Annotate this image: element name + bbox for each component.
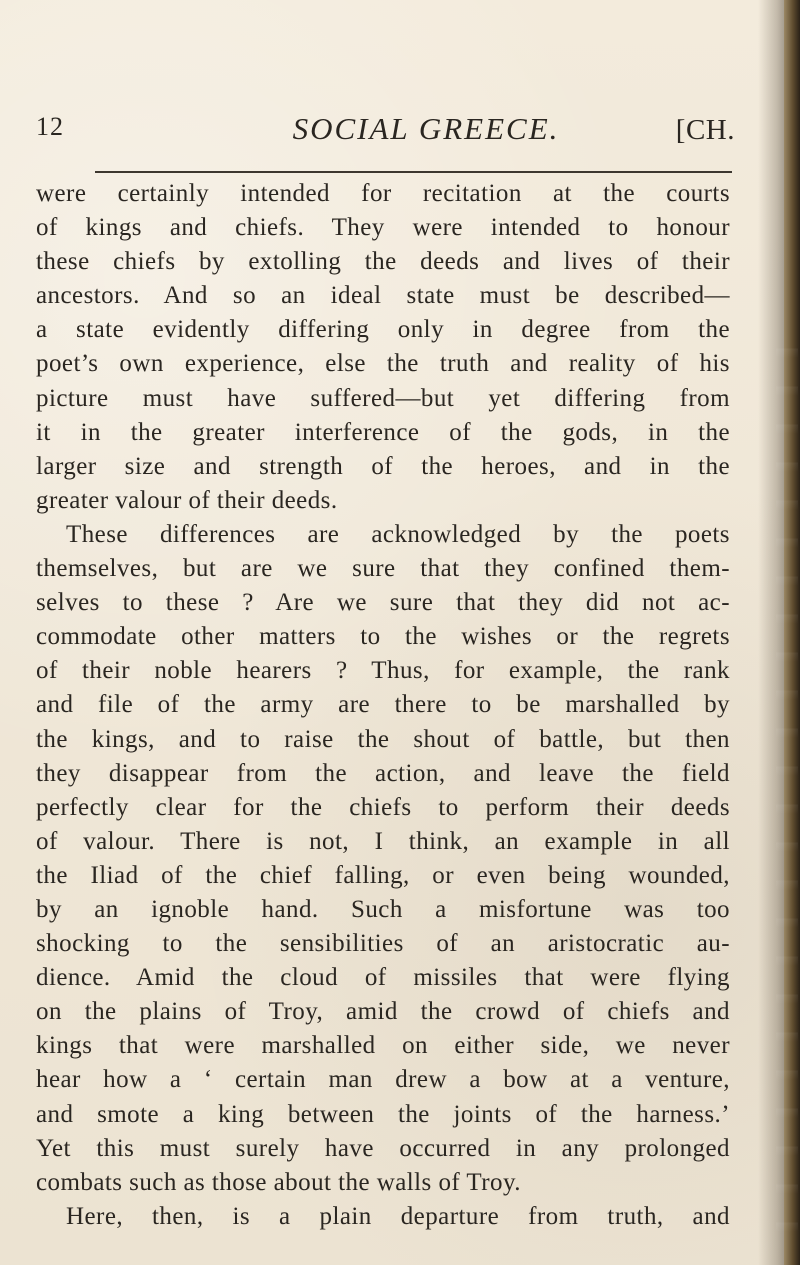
text-line: themselves, but are we sure that they confined them- bbox=[36, 555, 730, 583]
text-line: by an ignoble hand. Such a misfortune was too bbox=[36, 895, 730, 923]
text-line: picture must have suffered—but yet differing from bbox=[36, 384, 730, 412]
text-line: these chiefs by extolling the deeds and lives of their bbox=[36, 248, 730, 276]
text-line: hear how a ‘ certain man drew a bow at a venture, bbox=[36, 1066, 730, 1094]
header-rule bbox=[95, 171, 732, 173]
text-line: Yet this must surely have occurred in any prolonged bbox=[36, 1134, 730, 1162]
text-line: the kings, and to raise the shout of battle, but then bbox=[36, 725, 730, 753]
text-line: kings that were marshalled on either side, we never bbox=[36, 1032, 730, 1060]
text-line: a state evidently differing only in degree from the bbox=[36, 316, 730, 344]
text-line: Here, then, is a plain departure from truth, and bbox=[66, 1202, 730, 1230]
text-line: and smote a king between the joints of the harness.’ bbox=[36, 1100, 730, 1128]
page-number: 12 bbox=[36, 112, 64, 141]
text-line: larger size and strength of the heroes, and in the bbox=[36, 452, 730, 480]
page-header bbox=[36, 112, 766, 152]
page-edge-texture bbox=[776, 320, 798, 1260]
body-text bbox=[36, 177, 730, 1234]
text-line: they disappear from the action, and leave the field bbox=[36, 759, 730, 787]
text-line: on the plains of Troy, amid the crowd of chiefs and bbox=[36, 998, 730, 1026]
text-line: commodate other matters to the wishes or the regrets bbox=[36, 623, 730, 651]
text-line: perfectly clear for the chiefs to perform their deeds bbox=[36, 793, 730, 821]
chapter-mark: [CH. bbox=[675, 114, 735, 146]
text-line: of valour. There is not, I think, an example in all bbox=[36, 827, 730, 855]
text-line: ancestors. And so an ideal state must be described— bbox=[36, 282, 730, 310]
running-title: SOCIAL GREECE. bbox=[292, 111, 560, 146]
text-line: the Iliad of the chief falling, or even being wounded, bbox=[36, 861, 730, 889]
text-line: and file of the army are there to be marshalled by bbox=[36, 691, 730, 719]
text-line: it in the greater interference of the gods, in the bbox=[36, 418, 730, 446]
text-line: of kings and chiefs. They were intended to honour bbox=[36, 214, 730, 242]
text-line: shocking to the sensibilities of an aristocratic au- bbox=[36, 930, 730, 958]
text-line: dience. Amid the cloud of missiles that were flying bbox=[36, 964, 730, 992]
text-line: of their noble hearers ? Thus, for example, the rank bbox=[36, 657, 730, 685]
text-line: These differences are acknowledged by the poets bbox=[66, 520, 730, 548]
text-line: were certainly intended for recitation at the courts bbox=[36, 180, 730, 207]
text-line: poet’s own experience, else the truth and reality of his bbox=[36, 350, 730, 378]
text-line: selves to these ? Are we sure that they did not ac- bbox=[36, 589, 730, 617]
text-line: greater valour of their deeds. bbox=[36, 486, 338, 514]
text-line: combats such as those about the walls of Troy. bbox=[36, 1168, 522, 1196]
